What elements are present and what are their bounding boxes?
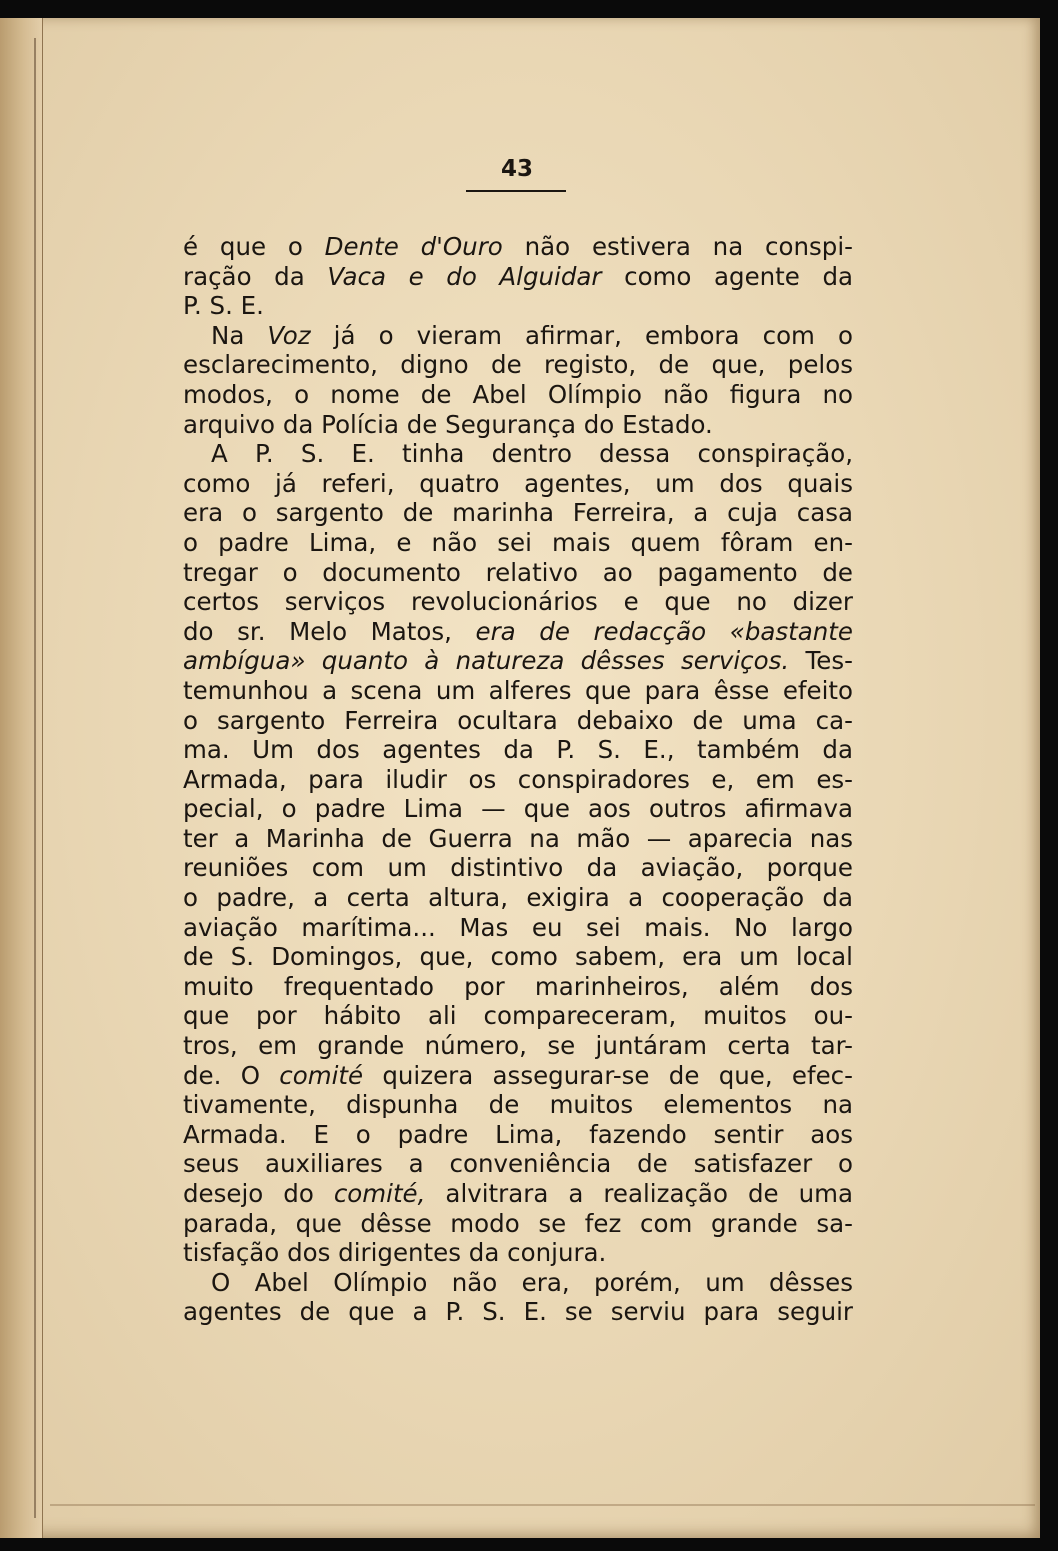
text-span: de S. Domingos, que, como sabem, era um local	[183, 942, 853, 972]
text-span: esclarecimento, digno de registo, de que, pelos	[183, 350, 853, 380]
text-span: ração da	[183, 261, 328, 291]
text-span: de. O	[183, 1060, 280, 1090]
text-span: parada, que dêsse modo se fez com grande sa-	[183, 1208, 853, 1238]
text-span: seus auxiliares a conveniência de satisfazer o	[183, 1149, 853, 1179]
text-line	[183, 498, 853, 528]
text-line	[183, 232, 853, 262]
text-span: o padre, a certa altura, exigira a cooperação da	[183, 883, 853, 913]
text-span: Tes-	[789, 646, 853, 676]
text-span: tivamente, dispunha de muitos elementos na	[183, 1090, 853, 1120]
text-span: tisfação dos dirigentes da conjura.	[183, 1238, 607, 1268]
text-span: já o vieram afirmar, embora com o	[310, 320, 853, 350]
text-span: como agente da	[601, 261, 854, 291]
text-span: não estivera na conspi-	[502, 232, 853, 261]
page-number: 43	[500, 156, 533, 182]
text-span: ter a Marinha de Guerra na mão — aparecia nas	[183, 823, 853, 853]
text-line	[183, 587, 853, 617]
binding-edge	[34, 38, 36, 1518]
text-line	[183, 646, 853, 676]
text-span: quizera assegurar-se de que, efec-	[363, 1060, 853, 1090]
text-span: desejo do	[183, 1179, 334, 1208]
text-line	[183, 913, 853, 943]
text-span: pecial, o padre Lima — que aos outros afirmava	[183, 794, 853, 824]
text-span: aviação marítima... Mas eu sei mais. No largo	[183, 912, 853, 942]
italic-text: era de redacção «bastante	[475, 616, 853, 646]
text-span: Na	[211, 320, 268, 350]
text-span: A P. S. E. tinha dentro dessa conspiração,	[211, 439, 853, 469]
text-span: o sargento Ferreira ocultara debaixo de uma ca-	[183, 705, 853, 735]
text-span: alvitrara a realização de uma	[425, 1179, 853, 1208]
text-span: do sr. Melo Matos,	[183, 616, 476, 646]
text-span: temunhou a scena um alferes que para êsse efeito	[183, 675, 853, 705]
text-line	[183, 1209, 853, 1239]
text-span: que por hábito ali compareceram, muitos ou-	[183, 1001, 853, 1031]
text-line	[183, 380, 853, 410]
text-span: era o sargento de marinha Ferreira, a cuja casa	[183, 498, 853, 528]
italic-text: ambígua» quanto à natureza dêsses serviços.	[183, 646, 790, 676]
text-line	[183, 706, 853, 736]
text-line	[183, 469, 853, 499]
text-line	[183, 1179, 853, 1209]
text-span: certos serviços revolucionários e que no dizer	[183, 587, 853, 617]
text-line	[183, 883, 853, 913]
text-line	[183, 735, 853, 765]
text-line	[183, 1061, 853, 1091]
text-line	[183, 528, 853, 558]
text-span: agentes de que a P. S. E. se serviu para seguir	[183, 1297, 853, 1327]
text-line	[183, 1238, 853, 1268]
text-line	[183, 824, 853, 854]
body-text	[183, 232, 853, 1327]
italic-text: comité,	[333, 1179, 426, 1208]
text-line	[183, 1090, 853, 1120]
page-number-rule	[466, 190, 566, 192]
text-span: O Abel Olímpio não era, porém, um dêsses	[211, 1267, 853, 1297]
italic-text: Dente d'Ouro	[324, 232, 503, 261]
text-span: ma. Um dos agentes da P. S. E., também da	[183, 735, 853, 765]
text-line	[183, 350, 853, 380]
text-span: Armada, para iludir os conspiradores e, em es-	[183, 764, 853, 794]
text-line	[183, 942, 853, 972]
text-line	[183, 439, 853, 469]
text-line	[183, 262, 853, 292]
text-line	[183, 853, 853, 883]
page-bottom-edge	[50, 1504, 1035, 1506]
text-line	[183, 1001, 853, 1031]
italic-text: Vaca e do Alguidar	[327, 261, 602, 291]
text-span: Armada. E o padre Lima, fazendo sentir aos	[183, 1119, 853, 1149]
text-span: tros, em grande número, se juntáram certa tar-	[183, 1031, 853, 1061]
italic-text: Voz	[267, 320, 311, 350]
text-line	[183, 1297, 853, 1327]
text-span: é que o	[183, 232, 325, 261]
text-line	[183, 1031, 853, 1061]
text-line	[183, 676, 853, 706]
text-line	[183, 1120, 853, 1150]
text-line	[183, 321, 853, 351]
text-line	[183, 1149, 853, 1179]
text-line	[183, 1268, 853, 1298]
text-span: modos, o nome de Abel Olímpio não figura no	[183, 379, 853, 409]
text-span: como já referi, quatro agentes, um dos quais	[183, 468, 853, 498]
text-line	[183, 794, 853, 824]
book-gutter	[0, 18, 43, 1538]
text-line	[183, 291, 853, 321]
text-line	[183, 410, 853, 440]
text-span: muito frequentado por marinheiros, além dos	[183, 971, 853, 1001]
text-line	[183, 972, 853, 1002]
text-span: reuniões com um distintivo da aviação, porque	[183, 853, 853, 883]
text-span: o padre Lima, e não sei mais quem fôram en-	[183, 527, 853, 557]
text-line	[183, 617, 853, 647]
text-span: P. S. E.	[183, 291, 264, 321]
text-span: arquivo da Polícia de Segurança do Estado.	[183, 409, 713, 439]
italic-text: comité	[279, 1060, 364, 1090]
text-span: tregar o documento relativo ao pagamento de	[183, 557, 853, 587]
text-line	[183, 765, 853, 795]
text-line	[183, 558, 853, 588]
